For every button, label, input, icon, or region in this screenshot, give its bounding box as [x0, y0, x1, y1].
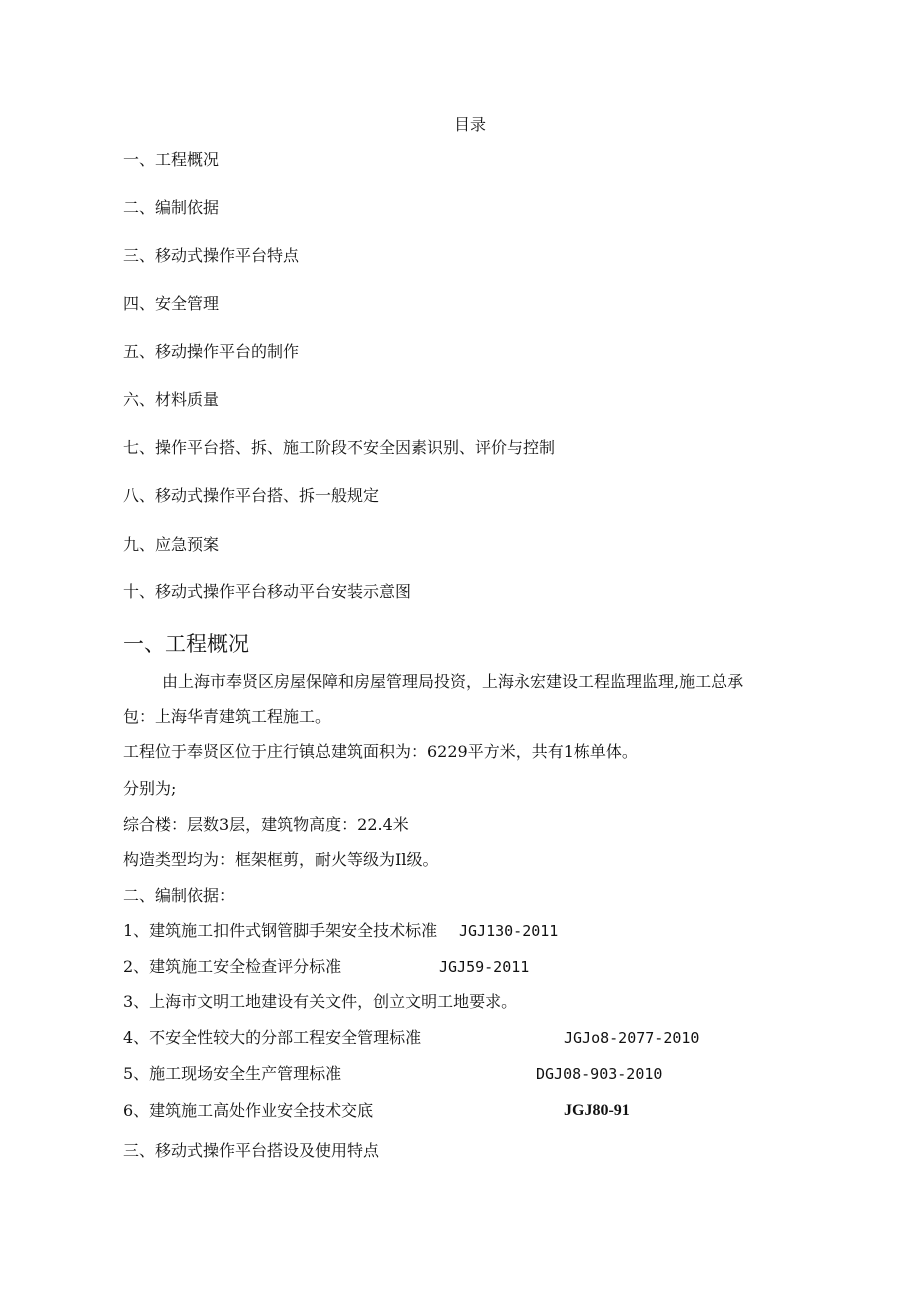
toc-title: 目录 [453, 115, 486, 134]
section2-heading: 二、编制依据： [123, 886, 236, 905]
section1-building: 综合楼：层数3层，建筑物高度：22.4米 [123, 815, 409, 834]
ref-item-2: 2、建筑施工安全检查评分标准 [123, 957, 342, 976]
section1-structure: 构造类型均为：框架框剪，耐火等级为Il级。 [123, 850, 439, 869]
ref-code-6: JGJ80-91 [564, 1102, 630, 1119]
section1-location: 工程位于奉贤区位于庄行镇总建筑面积为：6229平方米，共有1栋单体。 [123, 742, 638, 761]
section1-para1-line1: 由上海市奉贤区房屋保障和房屋管理局投资，上海永宏建设工程监理监理,施工总承 [162, 672, 744, 691]
toc-item-9: 九、应急预案 [123, 535, 220, 554]
section3-heading: 三、移动式操作平台搭设及使用特点 [123, 1141, 380, 1160]
toc-item-4: 四、安全管理 [123, 294, 220, 313]
toc-item-6: 六、材料质量 [123, 390, 220, 409]
ref-item-3: 3、上海市文明工地建设有关文件，创立文明工地要求。 [123, 992, 518, 1011]
ref-code-2: JGJ59-2011 [439, 958, 530, 976]
toc-item-8: 八、移动式操作平台搭、拆一般规定 [123, 486, 380, 505]
ref-item-1: 1、建筑施工扣件式钢管脚手架安全技术标准 [123, 921, 438, 940]
toc-item-7: 七、操作平台搭、拆、施工阶段不安全因素识别、评价与控制 [123, 438, 556, 457]
toc-item-1: 一、工程概况 [123, 150, 220, 169]
ref-item-4: 4、不安全性较大的分部工程安全管理标准 [123, 1028, 422, 1047]
toc-item-10: 十、移动式操作平台移动平台安装示意图 [123, 582, 412, 601]
ref-item-6: 6、建筑施工高处作业安全技术交底 [123, 1101, 374, 1120]
ref-code-1: JGJ130-2011 [459, 922, 559, 940]
section1-respectively: 分别为; [123, 779, 177, 798]
ref-code-5: DGJ08-903-2010 [536, 1065, 663, 1083]
ref-code-4: JGJo8-2077-2010 [564, 1029, 700, 1047]
section1-para1-line2: 包：上海华青建筑工程施工。 [123, 707, 332, 726]
toc-item-2: 二、编制依据 [123, 198, 220, 217]
ref-item-5: 5、施工现场安全生产管理标准 [123, 1064, 342, 1083]
toc-item-3: 三、移动式操作平台特点 [123, 246, 300, 265]
section1-heading: 一、工程概况 [123, 632, 249, 656]
toc-item-5: 五、移动操作平台的制作 [123, 342, 300, 361]
